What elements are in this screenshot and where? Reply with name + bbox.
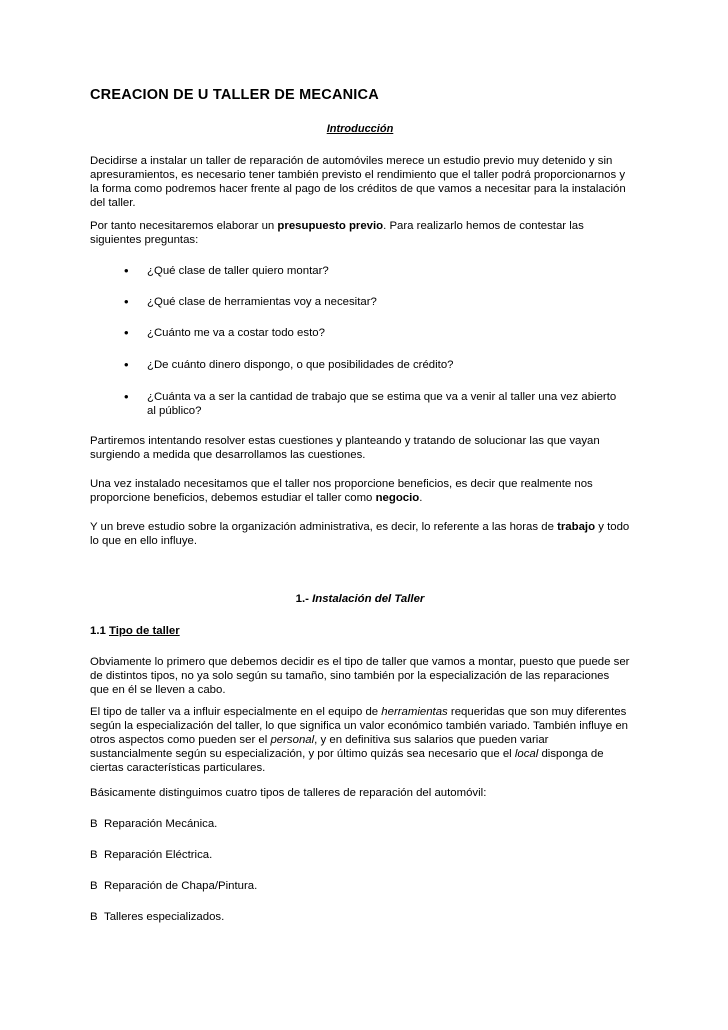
- list-item: B Reparación de Chapa/Pintura.: [90, 880, 258, 892]
- bullet-icon: •: [124, 263, 129, 278]
- paragraph-5: Y un breve estudio sobre la organización administrativa, es decir, lo referente a las horas de trabajo y todo lo que en ello influye.: [90, 521, 630, 547]
- list-marker: B: [90, 911, 98, 923]
- list-marker: B: [90, 880, 98, 892]
- paragraph-7: El tipo de taller va a influir especialmente en el equipo de herramientas requeridas que son muy diferentes según la especialización del taller, lo que significa un valor económico también variado. También influye en otros aspectos como pueden ser el personal, y en definitiva sus salarios que pueden variar sustancialmente según su especialización, y por último quizás sea necesario que el local disponga de ciertas características particulares.: [90, 706, 629, 774]
- bullet-icon: •: [124, 389, 129, 404]
- list-item: B Reparación Mecánica.: [90, 818, 218, 830]
- bullet-icon: •: [124, 294, 129, 309]
- section-1-heading: 1.- Instalación del Taller: [295, 593, 425, 605]
- list-marker: B: [90, 818, 98, 830]
- paragraph-4: Una vez instalado necesitamos que el taller nos proporcione beneficios, es decir que realmente nos proporcione beneficios, debemos estudiar el taller como negocio.: [90, 478, 593, 504]
- list-item: B Talleres especializados.: [90, 911, 225, 923]
- paragraph-2: Por tanto necesitaremos elaborar un presupuesto previo. Para realizarlo hemos de contestar las siguientes preguntas:: [90, 220, 584, 246]
- paragraph-6: Obviamente lo primero que debemos decidir es el tipo de taller que vamos a montar, puesto que puede ser de distintos tipos, no ya solo según su tamaño, sino también por la especialización de las reparaciones que en él se lleven a cabo.: [90, 656, 630, 696]
- paragraph-8: Básicamente distinguimos cuatro tipos de talleres de reparación del automóvil:: [90, 787, 487, 799]
- subsection-1-1-heading: 1.1 Tipo de taller: [90, 625, 180, 637]
- paragraph-3: Partiremos intentando resolver estas cuestiones y planteando y tratando de solucionar las que vayan surgiendo a medida que desarrollamos las cuestiones.: [90, 435, 600, 461]
- list-item: B Reparación Eléctrica.: [90, 849, 213, 861]
- paragraph-1: Decidirse a instalar un taller de reparación de automóviles merece un estudio previo muy detenido y sin apresuramientos, es necesario tener también previsto el rendimiento que el taller podrá proporcionarnos y la forma como podremos hacer frente al pago de los créditos de que vamos a necesitar para la instalación del taller.: [90, 155, 626, 209]
- bullet-icon: •: [124, 325, 129, 340]
- intro-heading: Introducción: [326, 123, 394, 135]
- list-marker: B: [90, 849, 98, 861]
- bullet-icon: •: [124, 357, 129, 372]
- document-title: CREACION DE U TALLER DE MECANICA: [90, 87, 379, 103]
